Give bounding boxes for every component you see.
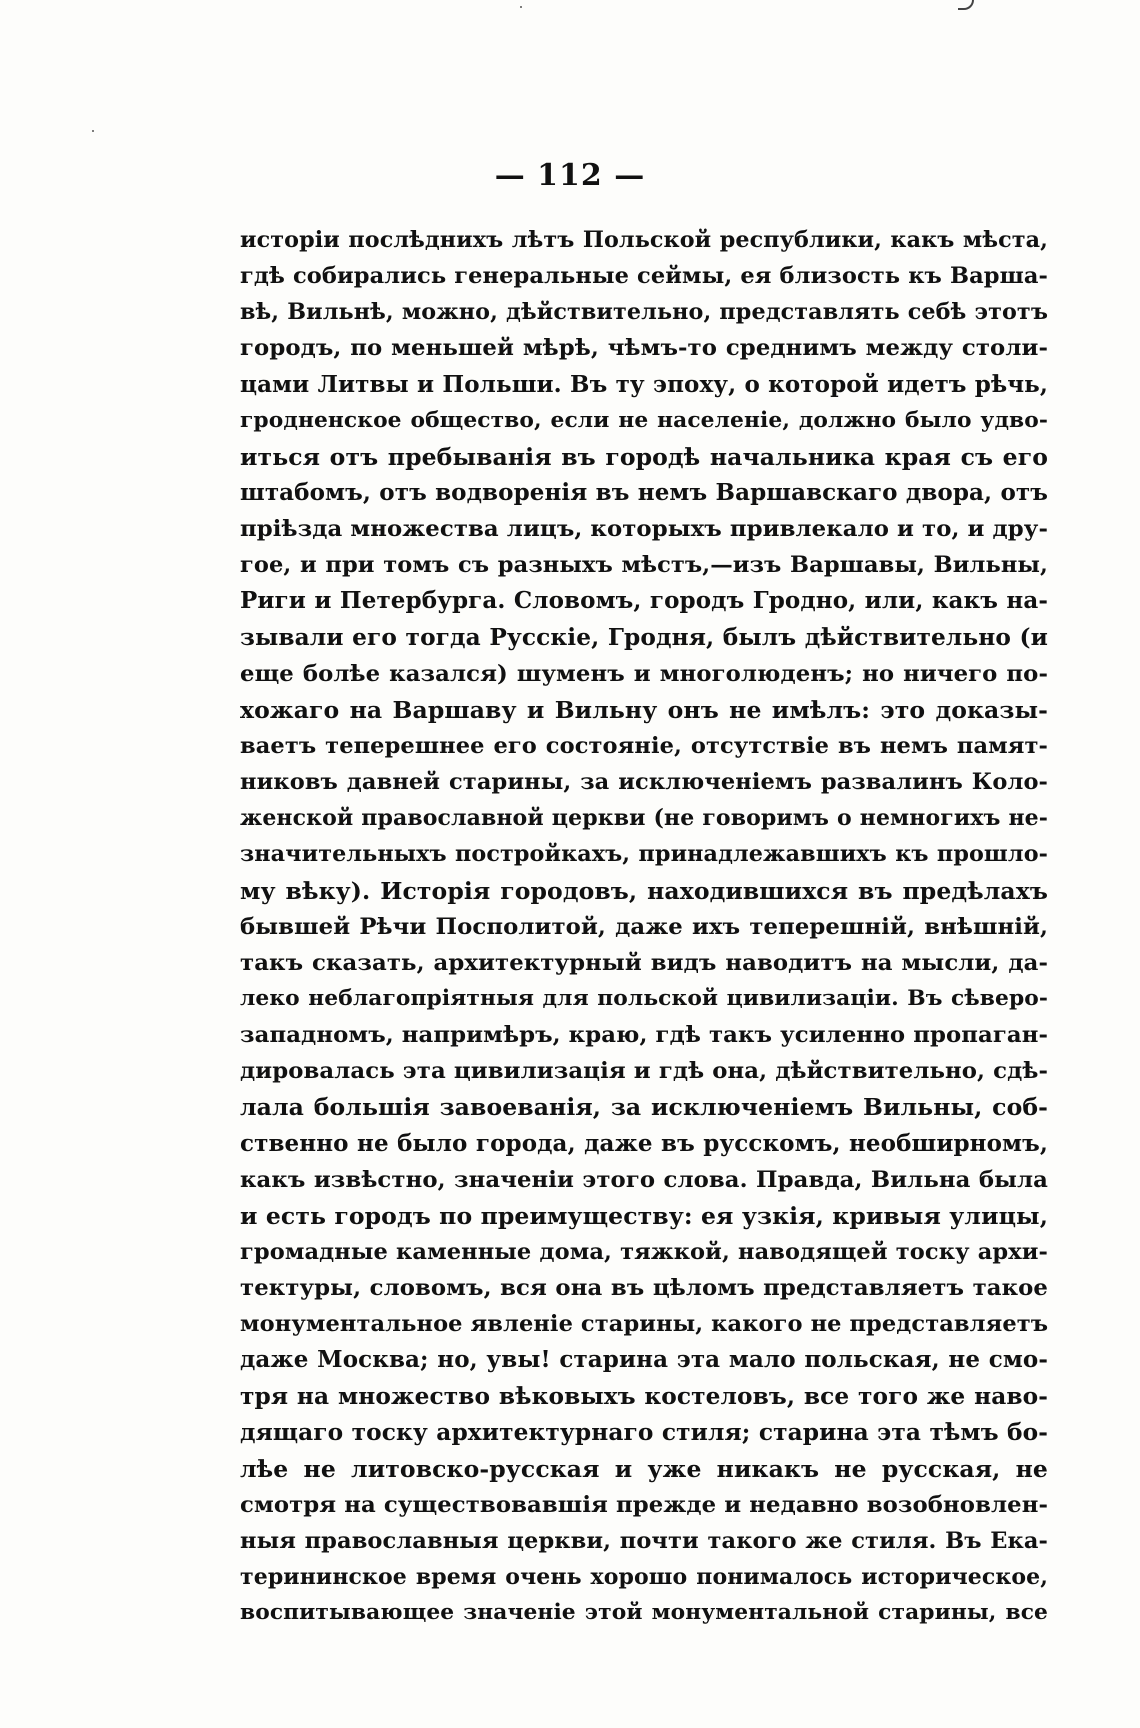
text-line: цами Литвы и Польши. Въ ту эпоху, о которой идетъ рѣчь, [240,370,1048,398]
text-line: лала большія завоеванія, за исключеніемъ Вильны, соб- [240,1093,1048,1122]
text-line: даже Москва; но, увы! старина эта мало польская, не смо- [240,1346,1048,1374]
text-line: штабомъ, отъ водворенія въ немъ Варшавскаго двора, отъ [240,478,1048,506]
text-line: смотря на существовавшія прежде и недавно возобновлен- [240,1491,1048,1518]
text-line: громадные каменные дома, тяжкой, наводящей тоску архи- [240,1238,1048,1265]
text-line: гдѣ собирались генеральные сеймы, ея близость къ Варша- [240,263,1048,290]
text-line: ныя православныя церкви, почти такого же стиля. Въ Ека- [240,1528,1048,1555]
text-line: еще болѣе казался) шуменъ и многолюденъ; но ничего по- [240,660,1048,687]
text-line: зывали его тогда Русскіе, Гродня, былъ дѣйствительно (и [240,623,1048,651]
text-line: ваетъ теперешнее его состояніе, отсутствіе въ немъ памят- [240,732,1048,759]
text-line: дящаго тоску архитектурнаго стиля; старина эта тѣмъ бо- [240,1418,1048,1446]
text-line: значительныхъ постройкахъ, принадлежавшихъ къ прошло- [240,841,1048,868]
text-line: гродненское общество, если не населеніе, должно было удво- [240,407,1048,433]
text-line: дировалась эта цивилизація и гдѣ она, дѣйствительно, сдѣ- [240,1058,1048,1085]
text-line: такъ сказать, архитектурный видъ наводитъ на мысли, да- [240,949,1048,976]
scan-speck [92,130,94,132]
text-line: какъ извѣстно, значеніи этого слова. Правда, Вильна была [240,1166,1048,1193]
text-line: и есть городъ по преимуществу: ея узкія, кривыя улицы, [240,1201,1048,1230]
text-line: западномъ, напримѣръ, краю, гдѣ такъ усиленно пропаган- [240,1022,1048,1049]
page-number: — 112 — [494,158,646,193]
text-line: тектуры, словомъ, вся она въ цѣломъ представляетъ такое [240,1275,1048,1302]
text-line: воспитывающее значеніе этой монументальной старины, все [240,1600,1048,1626]
text-line: пріѣзда множества лицъ, которыхъ привлекало и то, и дру- [240,516,1048,543]
text-line: вѣ, Вильнѣ, можно, дѣйствительно, представлять себѣ этотъ [240,299,1048,326]
scan-mark [958,0,974,10]
text-line: му вѣку). Исторія городовъ, находившихся въ предѣлахъ [240,876,1048,905]
text-line: монументальное явленіе старины, какого не представляетъ [240,1311,1049,1338]
text-line: тря на множество вѣковыхъ костеловъ, все того же наво- [240,1382,1048,1410]
text-line: ственно не было города, даже въ русскомъ, необширномъ, [240,1129,1048,1157]
text-line: гое, и при томъ съ разныхъ мѣстъ,—изъ Варшавы, Вильны, [240,552,1048,579]
scan-speck [520,6,522,8]
body-text [240,222,1048,1631]
text-line: Риги и Петербурга. Словомъ, городъ Гродно, или, какъ на- [240,587,1048,615]
text-line: лѣе не литовско-русская и уже никакъ не русская, не [240,1454,1048,1483]
text-line: городъ, по меньшей мѣрѣ, чѣмъ-то среднимъ между столи- [240,335,1048,362]
text-line: терининское время очень хорошо понималось историческое, [240,1564,1048,1591]
text-line: иться отъ пребыванія въ городѣ начальника края съ его [240,442,1048,471]
text-line: никовъ давней старины, за исключеніемъ развалинъ Коло- [240,769,1048,796]
text-line: хожаго на Варшаву и Вильну онъ не имѣлъ: это доказы- [240,695,1048,724]
text-line: женской православной церкви (не говоримъ о немногихъ не- [240,805,1048,832]
text-line: бывшей Рѣчи Посполитой, даже ихъ теперешній, внѣшній, [240,913,1048,940]
text-line: исторіи послѣднихъ лѣтъ Польской республики, какъ мѣста, [240,227,1048,253]
text-line: леко неблагопріятныя для польской цивилизаціи. Въ сѣверо- [240,985,1048,1011]
